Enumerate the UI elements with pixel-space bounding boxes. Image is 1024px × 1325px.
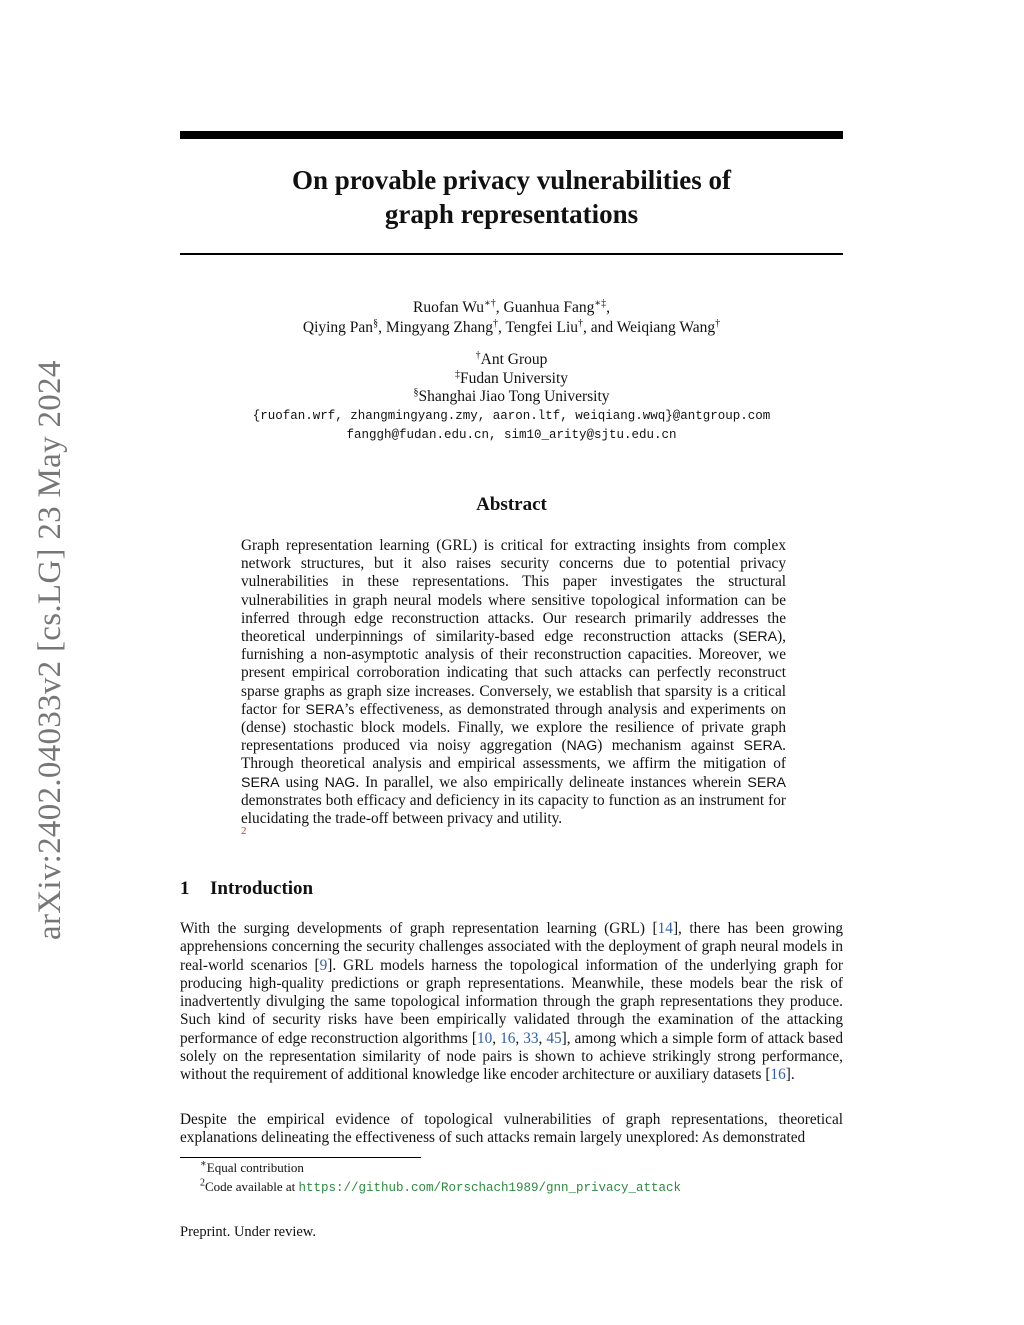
author-marker: ∗† [483, 297, 496, 309]
author-line-1: Ruofan Wu∗†, Guanhua Fang∗‡, [412, 297, 611, 316]
abstract-fragment: using [279, 773, 325, 791]
author-list [180, 298, 843, 338]
affiliation-name: Ant Group [480, 351, 548, 368]
text-fragment: ]. GRL models harness the topological information of the underlying graph for producing high-quality predictions or graph representations. Meanwhile, these models bear the risk of inadvertently divulging the same topological information through the graph representations they produce. Such kind of security risks have been empirically validated through the examination of the attacking performance of edge reconstruction algorithms [ [180, 956, 843, 1047]
author-marker: § [373, 317, 379, 329]
author-marker: † [715, 317, 721, 329]
affiliation-name: Fudan University [459, 369, 569, 387]
author-marker: † [578, 317, 584, 329]
footnote-marker: ∗ [200, 1158, 207, 1170]
affiliation-marker: † [475, 349, 481, 361]
code-repository-link[interactable]: https://github.com/Rorschach1989/gnn_privacy_attack [298, 1181, 682, 1195]
email-line: {ruofan.wrf, zhangmingyang.zmy, aaron.ltf, weiqiang.wwq}@antgroup.com [252, 409, 771, 423]
footnote-marker: 2 [200, 1177, 205, 1189]
author-name: Qiying Pan [302, 319, 374, 336]
author-line-2: Qiying Pan§, Mingyang Zhang†, Tengfei Liu†, and Weiqiang Wang† [302, 317, 721, 336]
footnote-2 [200, 1178, 681, 1197]
arxiv-identifier: arXiv:2402.04033v2 [cs.LG] 23 May 2024 [32, 360, 68, 940]
citation-link[interactable]: 14 [657, 920, 673, 937]
author-name: Weiqiang Wang [616, 319, 716, 336]
email-line: fanggh@fudan.edu.cn, sim10_arity@sjtu.edu.cn [346, 427, 677, 442]
intro-paragraph-2: Despite the empirical evidence of topological vulnerabilities of graph representations, theoretical explanations delineating the effectiveness of such attacks remain largely unexplored: As demonstrated [180, 1111, 843, 1147]
author-name: Guanhua Fang [503, 299, 595, 316]
title-line-2: graph representations [384, 199, 639, 229]
affiliation-name: Shanghai Jiao Tong University [418, 388, 610, 405]
citation-link[interactable]: 10 [476, 1029, 493, 1047]
abstract-fragment: . Through theoretical analysis and empirical assessments, we affirm the mitigation of [241, 737, 786, 773]
citation-link[interactable]: 16 [500, 1029, 516, 1047]
affiliation [180, 388, 843, 407]
footnote-text: Equal contribution [206, 1160, 304, 1175]
affiliation-list [180, 351, 843, 407]
affiliation [180, 370, 843, 389]
title-top-rule [180, 131, 843, 139]
sera-term: SERA [747, 774, 786, 791]
sera-term: SERA [743, 738, 783, 755]
section-number: 1 [180, 878, 190, 899]
citation-link[interactable]: 16 [770, 1066, 786, 1084]
abstract-heading: Abstract [476, 494, 547, 515]
section-heading-introduction [180, 878, 313, 900]
author-name: Mingyang Zhang [385, 319, 494, 336]
title-bottom-rule [180, 253, 843, 255]
author-marker: † [493, 317, 499, 329]
paper-title [180, 163, 843, 231]
text-fragment: ]. [785, 1066, 795, 1084]
footnote-rule [180, 1157, 421, 1158]
footnote-link-2[interactable]: 2 [241, 825, 247, 837]
abstract-fragment: ’s effectiveness, as demonstrated through analysis and experiments on (dense) stochastic block models. Finally, we explore the resilience of private graph representations produced via noisy aggregation ( [241, 700, 787, 755]
text-fragment: ], among which a simple form of attack based solely on the representation similarity of node pairs is shown to achieve strikingly strong performance, without the requirement of additional knowledge like encoder architecture or auxiliary datasets [ [180, 1029, 843, 1084]
footnote-text: Code available at [205, 1179, 299, 1194]
citation-link[interactable]: 45 [546, 1029, 562, 1047]
section-title: Introduction [210, 878, 314, 899]
abstract-fragment: Graph representation learning (GRL) is critical for extracting insights from complex network structures, but it also raises security concerns due to potential privacy vulnerabilities in these representations. This paper investigates the structural vulnerabilities in graph neural models where sensitive topological information can be inferred through edge reconstruction attacks. Our research primarily addresses the theoretical underpinnings of similarity-based edge reconstruction attacks ( [241, 537, 786, 646]
author-name: Tengfei Liu [505, 319, 579, 336]
abstract-text [241, 537, 786, 828]
text-fragment: ], there has been growing apprehensions concerning the security challenges associated with the deployment of graph neural models in real-world scenarios [ [180, 920, 843, 974]
preprint-notice: Preprint. Under review. [180, 1224, 316, 1240]
affiliation-marker: ‡ [454, 368, 460, 380]
citation-link[interactable]: 9 [319, 956, 328, 974]
author-marker: ∗‡ [594, 297, 607, 309]
affiliation [180, 351, 843, 370]
abstract-fragment: ) mechanism against [597, 737, 744, 755]
author-name: Ruofan Wu [412, 299, 484, 316]
sera-term: SERA [241, 774, 280, 791]
intro-paragraph-1: With the surging developments of graph representation learning (GRL) [14], there has been growing apprehensions concerning the security challenges associated with the deployment of graph neural models in real-world scenarios [9]. GRL models harness the topological information of the underlying graph for producing high-quality predictions or graph representations. Meanwhile, these models bear the risk of inadvertently divulging the same topological information through the graph representations they produce. Such kind of security risks have been empirically validated through the examination of the attacking performance of edge reconstruction algorithms [10, 16, 33, 45], among which a simple form of attack based solely on the representation similarity of node pairs is shown to achieve strikingly strong performance, without the requirement of additional knowledge like encoder architecture or auxiliary datasets [16]. [180, 920, 843, 1084]
citation-link[interactable]: 33 [523, 1029, 539, 1047]
sera-term: SERA [738, 629, 778, 646]
affiliation-marker: § [413, 386, 419, 398]
abstract-fragment: ), furnishing a non-asymptotic analysis of their reconstruction capacities. Moreover, we present empirical corroboration indicating that such attacks can perfectly reconstruct sparse graphs as graph size increases. Conversely, we establish that sparsity is a critical factor for [241, 628, 786, 718]
nag-term: NAG [324, 774, 356, 791]
title-line-1: On provable privacy vulnerabilities of [291, 165, 731, 195]
abstract-fragment: demonstrates both efficacy and deficiency in its capacity to function as an instrument for elucidating the trade-off between privacy and utility. [241, 791, 786, 828]
footnote-1 [200, 1159, 304, 1176]
text-fragment: With the surging developments of graph representation learning (GRL) [ [180, 920, 658, 937]
author-emails [180, 407, 843, 444]
sera-term: SERA [305, 701, 345, 718]
nag-term: NAG [566, 738, 598, 755]
abstract-fragment: . In parallel, we also empirically delineate instances wherein [355, 773, 748, 791]
